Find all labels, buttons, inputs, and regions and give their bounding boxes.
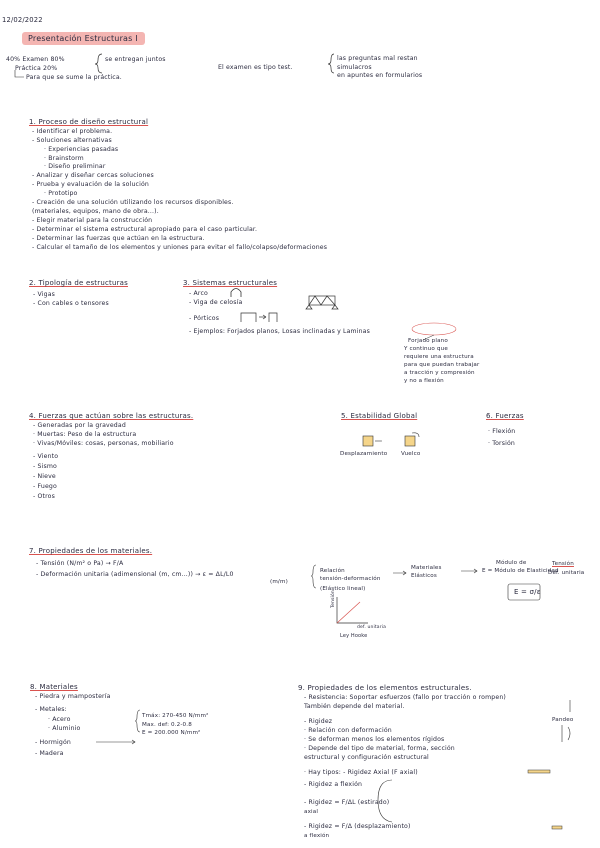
date: 12/02/2022 xyxy=(2,16,43,24)
intro-right-brace xyxy=(328,54,334,73)
arrow-to-materials xyxy=(393,571,406,575)
flexion-beam-icon xyxy=(528,770,550,773)
steel-brace xyxy=(135,710,140,732)
graph-law: Ley Hooke xyxy=(340,633,368,639)
list-item: - Pórticos xyxy=(189,315,220,322)
note-line: requiere una estructura xyxy=(404,354,474,360)
list-item: - Soluciones alternativas xyxy=(32,137,112,144)
portico-icon xyxy=(241,313,277,322)
young-tension: Tensión xyxy=(552,561,574,567)
young-def: Def. unitaria xyxy=(548,570,585,576)
list-item: · Depende del tipo de material, forma, sección xyxy=(304,745,455,752)
list-item: - Piedra y mampostería xyxy=(35,693,111,700)
list-item: - Rigidez = F/ΔL (estirado) xyxy=(304,799,390,806)
overturn-icon xyxy=(405,433,419,446)
list-item: - Con cables o tensores xyxy=(33,300,109,307)
intro-brace xyxy=(95,54,102,73)
list-item: - Rigidez xyxy=(304,718,333,725)
note-line: a tracción y compresión xyxy=(404,370,475,376)
graph-axis-y: Tensión xyxy=(331,590,336,608)
note-line: y no a flexión xyxy=(404,378,444,384)
tension-def: - Tensión (N/m² o Pa) → F/A xyxy=(36,560,124,567)
list-item: - Viento xyxy=(33,453,59,460)
list-item: - Ejemplos: Forjados planos, Losas inclinadas y Laminas xyxy=(189,328,370,335)
young-top: Módulo de xyxy=(496,560,527,566)
list-item: - Nieve xyxy=(33,473,56,480)
list-item: · Torsión xyxy=(488,440,515,447)
section-6-heading: 6. Fuerzas xyxy=(486,412,524,420)
list-item: - Madera xyxy=(35,750,64,757)
section-9-heading: 9. Propiedades de los elementos estructurales. xyxy=(298,684,472,692)
note-line: Forjado plano xyxy=(408,338,448,344)
formula-brace xyxy=(311,565,316,588)
section-8-heading: 8. Materiales xyxy=(30,683,78,691)
young-formula-box xyxy=(508,584,540,600)
list-item: - Calcular el tamaño de los elementos y uniones para evitar el fallo/colapso/deformaciones xyxy=(32,244,328,251)
list-item: a flexión xyxy=(304,833,330,839)
list-item: · Experiencias pasadas xyxy=(44,146,119,153)
list-item: · Flexión xyxy=(488,428,516,435)
steel-prop: Max. def: 0.2-0.8 xyxy=(142,722,192,728)
deflection-beam-icon xyxy=(552,826,562,829)
list-item: estructural y configuración estructural xyxy=(304,754,429,761)
relation-3: (Elástico lineal) xyxy=(320,586,366,592)
intro-line-3: Para que se sume la práctica. xyxy=(26,74,122,81)
intro-right-2: simulacros xyxy=(337,64,372,71)
intro-line-2: Práctica 20% xyxy=(15,65,58,72)
page-title: Presentación Estructuras I xyxy=(28,34,138,43)
list-item: - Elegir material para la construcción xyxy=(32,217,153,224)
list-item: axial xyxy=(304,809,319,815)
pandeo-icon xyxy=(562,725,570,742)
steel-prop: Tmáx: 270-450 N/mm² xyxy=(142,713,209,719)
rigidez-brace xyxy=(378,780,392,822)
arch-icon xyxy=(231,289,241,298)
graph-axis-x: def. unitaria xyxy=(357,625,387,630)
truss-icon xyxy=(306,296,338,309)
list-item: · Vivas/Móviles: cosas, personas, mobiliario xyxy=(33,440,174,447)
note-line: Y continuo que xyxy=(404,346,448,352)
section-1-heading: 1. Proceso de diseño estructural xyxy=(29,118,149,126)
list-item: - Determinar las fuerzas que actúan en la estructura. xyxy=(32,235,205,242)
list-item: - Rigidez a flexión xyxy=(304,781,363,788)
materials-1: Materiales xyxy=(411,565,442,571)
intro-line-1: 40% Examen 80% xyxy=(6,56,65,63)
section-3-heading: 3. Sistemas estructurales xyxy=(183,279,278,287)
displacement-icon xyxy=(363,436,382,446)
arrow-to-young xyxy=(461,569,477,573)
list-item: - Resistencia: Soportar esfuerzos (fallo por tracción o rompen) xyxy=(304,694,506,701)
list-item: - Sismo xyxy=(33,463,57,470)
list-item: - Generadas por la gravedad xyxy=(33,422,126,429)
list-item: También depende del material. xyxy=(304,703,405,710)
list-item: - Determinar el sistema estructural apropiado para el caso particular. xyxy=(32,226,258,233)
relation-2: tensión-deformación xyxy=(320,576,381,582)
young-label: E = Módulo de Elasticidad xyxy=(482,568,559,574)
section-5-heading: 5. Estabilidad Global xyxy=(341,412,418,420)
list-item: - Arco xyxy=(189,290,208,297)
deformation-def: - Deformación unitaria (adimensional (m, cm...)) → ε = ΔL/L0 xyxy=(36,571,234,578)
materials-2: Elásticos xyxy=(411,573,437,579)
list-item: · Se deforman menos los elementos rígidos xyxy=(304,736,445,743)
laminas-circle xyxy=(412,323,456,335)
young-formula: E = σ/ε xyxy=(514,588,541,596)
list-item: - Analizar y diseñar cercas soluciones xyxy=(32,172,154,179)
section-4-heading: 4. Fuerzas que actúan sobre las estructuras. xyxy=(29,412,194,420)
note-line: para que puedan trabajar xyxy=(404,362,480,368)
list-item: · Diseño preliminar xyxy=(44,163,106,170)
hormigon-arrow xyxy=(96,740,135,744)
list-item: · Aluminio xyxy=(48,725,81,732)
list-item: - Viga de celosía xyxy=(189,299,243,306)
list-item: · Relación con deformación xyxy=(304,727,392,734)
intro-line-1b: se entregan juntos xyxy=(105,56,166,63)
pandeo-label: Pandeo xyxy=(552,717,574,723)
list-item: · Brainstorm xyxy=(44,155,84,162)
list-item: · Prototipo xyxy=(44,190,78,197)
intro-right-1: las preguntas mal restan xyxy=(337,55,418,62)
vuelco-label: Vuelco xyxy=(401,451,421,457)
desplazamiento-label: Desplazamiento xyxy=(340,451,388,457)
list-item: - Otros xyxy=(33,493,55,500)
list-item: - Rigidez = F/Δ (desplazamiento) xyxy=(304,823,411,830)
intro-arrow xyxy=(15,70,24,77)
list-item: - Identificar el problema. xyxy=(32,128,113,135)
list-item: · Hay tipos: - Rigidez Axial (F axial) xyxy=(304,769,418,776)
laminas-arrow xyxy=(423,335,434,340)
list-item: - Fuego xyxy=(33,483,57,490)
list-item: - Metales: xyxy=(35,706,67,713)
list-item: - Prueba y evaluación de la solución xyxy=(32,181,149,188)
list-item: - Creación de una solución utilizando los recursos disponibles. xyxy=(32,199,234,206)
list-item: - Hormigón xyxy=(35,739,71,746)
relation-1: Relación xyxy=(320,568,345,574)
list-item: - Vigas xyxy=(33,291,56,298)
list-item: · Muertas: Peso de la estructura xyxy=(33,431,137,438)
section-2-heading: 2. Tipología de estructuras xyxy=(29,279,128,287)
steel-prop: E = 200.000 N/mm² xyxy=(142,730,201,736)
section-7-heading: 7. Propiedades de los materiales. xyxy=(29,547,153,555)
list-item: · Acero xyxy=(48,716,71,723)
hooke-graph xyxy=(337,597,368,623)
exam-type: El examen es tipo test. xyxy=(218,64,293,71)
deform-unit: (m/m) xyxy=(270,579,288,585)
intro-right-3: en apuntes en formularios xyxy=(337,72,423,79)
list-item: (materiales, equipos, mano de obra...). xyxy=(32,208,159,215)
